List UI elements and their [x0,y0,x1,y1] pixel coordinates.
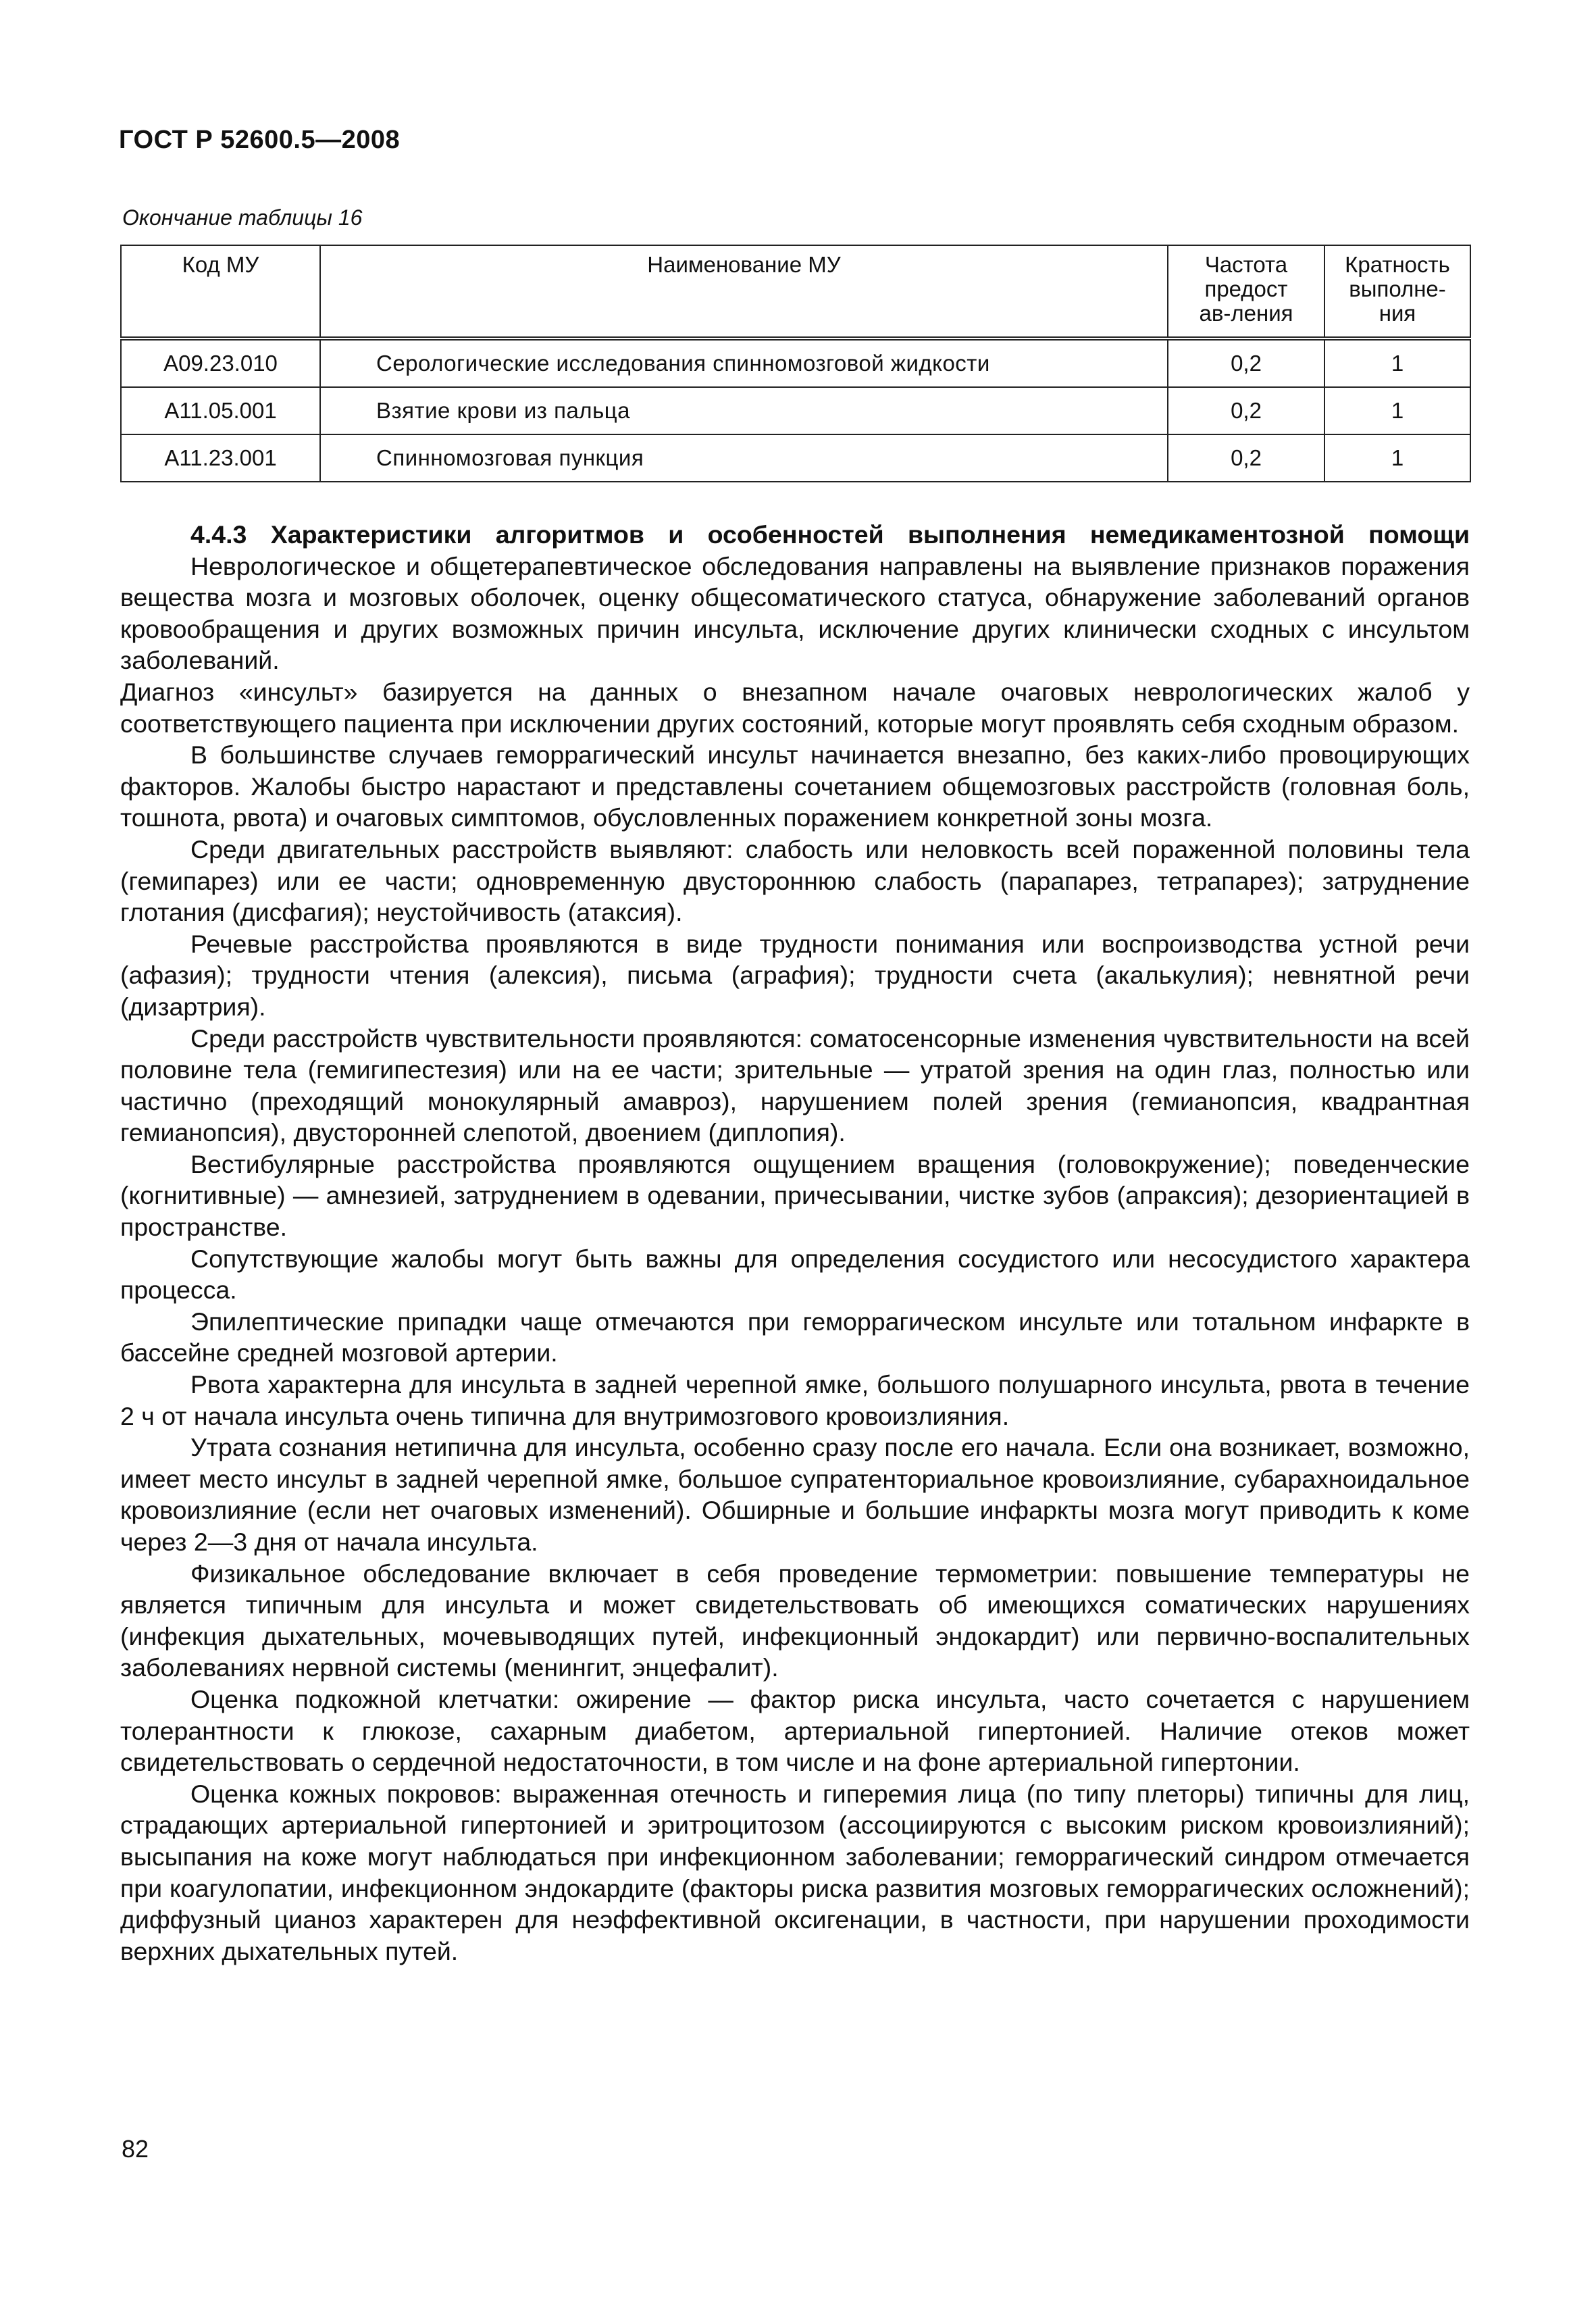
cell-code: A09.23.010 [121,338,320,387]
paragraph: Диагноз «инсульт» базируется на данных о внезапном начале очаговых неврологических жалоб у соответствующего пациента при исключении других состояний, которые могут проявлять себя сходным образом. [120,677,1470,738]
column-header-name: Наименование МУ [320,245,1168,338]
section-body [120,519,1470,1967]
paragraph: Оценка подкожной клетчатки: ожирение — фактор риска инсульта, часто сочетается с нарушением толерантности к глюкозе, сахарным диабетом, артериальной гипертонией. Наличие отеков может свидетельствовать о сердечной недостаточности, в том числе и на фоне артериальной гипертонии. [120,1684,1470,1777]
cell-name: Серологические исследования спинномозговой жидкости [320,338,1168,387]
cell-multiplicity: 1 [1324,387,1470,434]
paragraph: Рвота характерна для инсульта в задней черепной ямке, большого полушарного инсульта, рвота в течение 2 ч от начала инсульта очень типична для внутримозгового кровоизлияния. [120,1370,1470,1430]
paragraph: Утрата сознания нетипична для инсульта, особенно сразу после его начала. Если она возникает, возможно, имеет место инсульт в задней черепной ямке, большое супратенториальное кровоизлияние, субарахноидальное кровоизлияние (если нет очаговых изменений). Обширные и большие инфаркты мозга могут приводить к коме через 2—3 дня от начала инсульта. [120,1433,1470,1556]
column-header-multiplicity-label: Кратность выполне-ния [1345,252,1450,326]
cell-frequency: 0,2 [1168,387,1324,434]
table-caption: Окончание таблицы 16 [122,205,363,230]
document-code-header: ГОСТ Р 52600.5—2008 [119,126,401,154]
cell-name: Спинномозговая пункция [320,434,1168,482]
table-row [121,338,1470,387]
paragraph: Вестибулярные расстройства проявляются ощущением вращения (головокружение); поведенческие (когнитивные) — амнезией, затруднением в одевании, причесывании, чистке зубов (апраксия); дезориентацией в пространстве. [120,1149,1470,1242]
table-row [121,434,1470,482]
cell-frequency: 0,2 [1168,338,1324,387]
paragraph: В большинстве случаев геморрагический инсульт начинается внезапно, без каких-либо провоцирующих факторов. Жалобы быстро нарастают и представлены сочетанием общемозговых расстройств (головная боль, тошнота, рвота) и очаговых симптомов, обусловленных поражением конкретной зоны мозга. [120,740,1470,832]
cell-code: A11.05.001 [121,387,320,434]
paragraph: Среди двигательных расстройств выявляют: слабость или неловкость всей пораженной половины тела (гемипарез) или ее части; одновременную двустороннюю слабость (парапарез, тетрапарез); затруднение глотания (дисфагия); неустойчивость (атаксия). [120,834,1470,927]
paragraph: Среди расстройств чувствительности проявляются: соматосенсорные изменения чувствительности на всей половине тела (гемигипестезия) или на ее части; зрительные — утратой зрения на один глаз, полностью или частично (преходящий монокулярный амавроз), нарушением полей зрения (гемианопсия, квадрантная гемианопсия), двусторонней слепотой, двоением (диплопия). [120,1024,1470,1147]
paragraph: Речевые расстройства проявляются в виде трудности понимания или воспроизводства устной речи (афазия); трудности чтения (алексия), письма (аграфия); трудности счета (акалькулия); невнятной речи (дизартрия). [120,929,1470,1021]
cell-frequency: 0,2 [1168,434,1324,482]
paragraph: Эпилептические припадки чаще отмечаются при геморрагическом инсульте или тотальном инфаркте в бассейне средней мозговой артерии. [120,1307,1470,1367]
paragraph: Сопутствующие жалобы могут быть важны для определения сосудистого или несосудистого характера процесса. [120,1244,1470,1305]
paragraph: Оценка кожных покровов: выраженная отечность и гиперемия лица (по типу плеторы) типичны для лиц, страдающих артериальной гипертонией и эритроцитозом (ассоциируются с высоким риском кровоизлияний); высыпания на коже могут наблюдаться при инфекционном заболевании; геморрагический синдром отмечается при коагулопатии, инфекционном эндокардите (факторы риска развития мозговых геморрагических осложнений); диффузный цианоз характерен для неэффективной оксигенации, в частности, при нарушении проходимости верхних дыхательных путей. [120,1779,1470,1965]
table-header-row [121,245,1470,338]
page-number: 82 [122,2135,149,2163]
column-header-frequency [1168,245,1324,338]
cell-multiplicity: 1 [1324,338,1470,387]
cell-name: Взятие крови из пальца [320,387,1168,434]
paragraph: Физикальное обследование включает в себя проведение термометрии: повышение температуры не является типичным для инсульта и может свидетельствовать об имеющихся соматических нарушениях (инфекция дыхательных, мочевыводящих путей, инфекционный эндокардит) или первично-воспалительных заболеваниях нервной системы (менингит, энцефалит). [120,1559,1470,1682]
services-table [120,245,1471,482]
section-heading: 4.4.3 Характеристики алгоритмов и особенностей выполнения немедикаментозной помощи [190,520,1470,549]
paragraph: Неврологическое и общетерапевтическое обследования направлены на выявление признаков поражения вещества мозга и мозговых оболочек, оценку общесоматического статуса, обнаружение заболеваний органов кровообращения и других возможных причин инсульта, исключение других клинически сходных с инсультом заболеваний. [120,551,1470,675]
column-header-frequency-label: Частота предостав-ления [1199,252,1293,326]
column-header-multiplicity [1324,245,1470,338]
table-row [121,387,1470,434]
cell-code: A11.23.001 [121,434,320,482]
column-header-code: Код МУ [121,245,320,338]
cell-multiplicity: 1 [1324,434,1470,482]
